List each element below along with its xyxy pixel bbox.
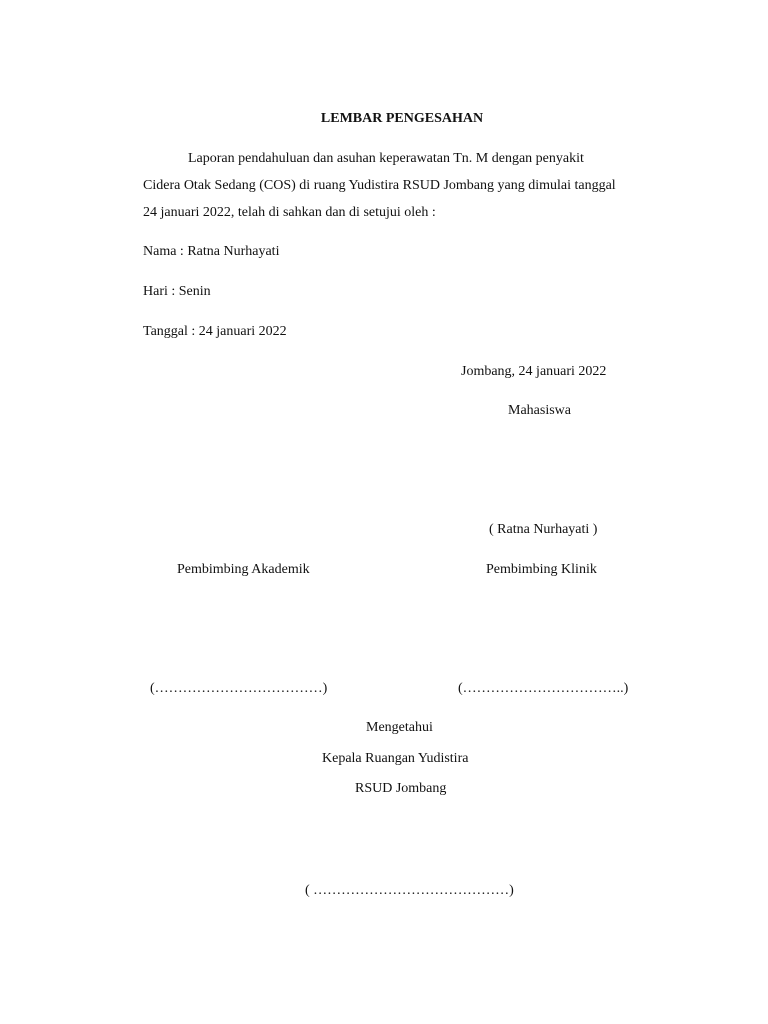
paragraph-line-3: 24 januari 2022, telah di sahkan dan di setujui oleh : [143, 205, 436, 220]
approval-position: Kepala Ruangan Yudistira [322, 751, 469, 766]
student-role: Mahasiswa [508, 403, 571, 418]
approval-signature-line: ( ……………………………………) [305, 883, 514, 898]
paragraph-line-2: Cidera Otak Sedang (COS) di ruang Yudistira RSUD Jombang yang dimulai tanggal [143, 178, 616, 193]
field-tanggal: Tanggal : 24 januari 2022 [143, 324, 287, 339]
paragraph-line-1: Laporan pendahuluan dan asuhan keperawatan Tn. M dengan penyakit [188, 151, 584, 166]
clinical-signature-line: (……………………………..) [458, 681, 629, 696]
clinical-supervisor-label: Pembimbing Klinik [486, 562, 597, 577]
approval-label: Mengetahui [366, 720, 433, 735]
approval-institution: RSUD Jombang [355, 781, 447, 796]
field-hari: Hari : Senin [143, 284, 211, 299]
student-name-line: ( Ratna Nurhayati ) [489, 522, 598, 537]
academic-signature-line: (………………………………) [150, 681, 328, 696]
place-date: Jombang, 24 januari 2022 [461, 364, 607, 379]
academic-supervisor-label: Pembimbing Akademik [177, 562, 310, 577]
document-title: LEMBAR PENGESAHAN [320, 111, 484, 126]
field-nama: Nama : Ratna Nurhayati [143, 244, 280, 259]
